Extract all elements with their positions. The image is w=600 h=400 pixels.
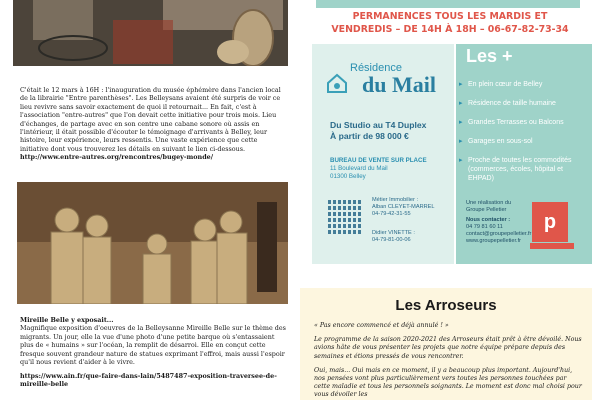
arroseurs-text	[314, 322, 584, 400]
agent1-phone: 04-79-42-31-55	[372, 211, 411, 217]
permanences-line2: VENDREDIS – DE 14H À 18H – 06-67-82-73-34	[331, 24, 569, 35]
permanences-line1: PERMANENCES TOUS LES MARDIS ET	[352, 11, 548, 22]
permanences-banner	[308, 10, 592, 36]
article-inauguration	[20, 86, 288, 161]
article-inauguration-body: C'était le 12 mars à 16H : l'inauguration du musée éphémère dans l'ancien local de la librairie "Entre parenthèses". Les Belleysans avaient été surpris de voir ce lieu revivre sans savoir exactement de quoi il retournait... En fait, c'est à l'association "entre-autres" que l'on devait cette initiative pour trois mois. Lieu d'échanges, de partage avec en son centre une cabane sonore où assis en l'intérieur, il était possible d'écouter le témoignage d'arrivants à Belley, leur histoire, leur expérience, leurs ressentis. Une vaste expérience que cette initiative dont vous trouverez les détails en suivant le lien ci-dessous.	[20, 86, 281, 153]
arroseurs-p2: Oui, mais... Oui mais en ce moment, il y a beaucoup plus important. Aujourd'hui, nos pensées vont plus particulièrement vers toutes les personnes touchées par cette maladie et tous les personnels soignants. Le moment est donc mal choisi pour vous dévoiler les	[314, 366, 582, 399]
contact-label: Nous contacter :	[466, 217, 511, 223]
entre-autres-link[interactable]: http://www.entre-autres.org/rencontres/bugey-monde/	[20, 153, 214, 162]
feature-0: ▸ En plein cœur de Belley	[468, 80, 542, 89]
sales-office	[330, 157, 427, 181]
arroseurs-title: Les Arroseurs	[395, 297, 497, 314]
group-info	[466, 200, 532, 245]
contact-phone[interactable]: 04 79 81 60 11	[466, 224, 503, 230]
offer-line1: Du Studio au T4 Duplex	[330, 120, 427, 130]
offer	[330, 120, 426, 142]
advantages-title: Les +	[466, 46, 513, 66]
feature-4: ▸ Proche de toutes les commodités (commerces, écoles, hôpital et EHPAD)	[468, 156, 578, 183]
ain-link[interactable]: https://www.ain.fr/que-faire-dans-lain/5487487-exposition-traversee-de-mireille-belle	[20, 372, 277, 389]
article-mireille-title: Mireille Belle y exposait...	[20, 316, 114, 324]
ad-top-band	[316, 0, 580, 8]
agent-metier	[372, 197, 452, 218]
house-icon	[326, 72, 348, 94]
statues-photo-art	[17, 182, 288, 304]
sales-office-address2: 01300 Belley	[330, 173, 366, 180]
agent1-name: Alban CLEYET-MARREL	[372, 204, 435, 210]
agent-vinette	[372, 230, 452, 244]
contact-web[interactable]: www.groupepelletier.fr	[466, 238, 522, 244]
pelletier-logo-caption	[530, 243, 574, 249]
agent2-name: Didier VINETTE :	[372, 230, 415, 236]
qr-code[interactable]	[328, 200, 362, 234]
agent2-phone: 04-79-81-00-06	[372, 237, 411, 243]
feature-3: ▸ Garages en sous-sol	[468, 137, 533, 146]
statues-photo	[17, 182, 288, 304]
arroseurs-quote: « Pas encore commencé et déjà annulé ! »	[314, 322, 449, 329]
feature-2: ▸ Grandes Terrasses ou Balcons	[468, 118, 564, 127]
museum-photo-art	[13, 0, 288, 66]
offer-line2: À partir de 98 000 €	[330, 131, 409, 141]
brand-small: Résidence	[350, 62, 402, 74]
sales-office-address1: 11 Boulevard du Mail	[330, 165, 388, 172]
agent1-title: Métier Immobilier :	[372, 197, 419, 203]
feature-1: ▸ Résidence de taille humaine	[468, 99, 556, 108]
museum-photo	[13, 0, 288, 66]
article-mireille	[20, 316, 288, 388]
article-mireille-body: Magnifique exposition d'oeuvres de la Belleysanne Mireille Belle sur le thème des migrants. Un jour, elle la vue d'une photo d'une petite barque où s'entassaient plus de « humains » sur l'océan, la remplit de désarroi. Elle en conçut cette fresque souvent grandeur nature de statues exprimant l'effroi, mais aussi l'espoir qu'il nous revient d'aider à le vivre.	[20, 324, 286, 367]
pelletier-logo: p	[532, 202, 568, 242]
contact-email[interactable]: contact@groupepelletier.fr	[466, 231, 532, 237]
arroseurs-p1: Le programme de la saison 2020-2021 des Arroseurs était prêt à être dévoilé. Nous avions hâte de vous présenter les projets que notre équipe prépare depuis des semaines et étions pressés de vous rencontrer.	[314, 336, 582, 360]
brand-big: du Mail	[362, 72, 436, 97]
group-label: Une réalisation du Groupe Pelletier	[466, 200, 512, 213]
sales-office-title: BUREAU DE VENTE SUR PLACE	[330, 157, 427, 164]
